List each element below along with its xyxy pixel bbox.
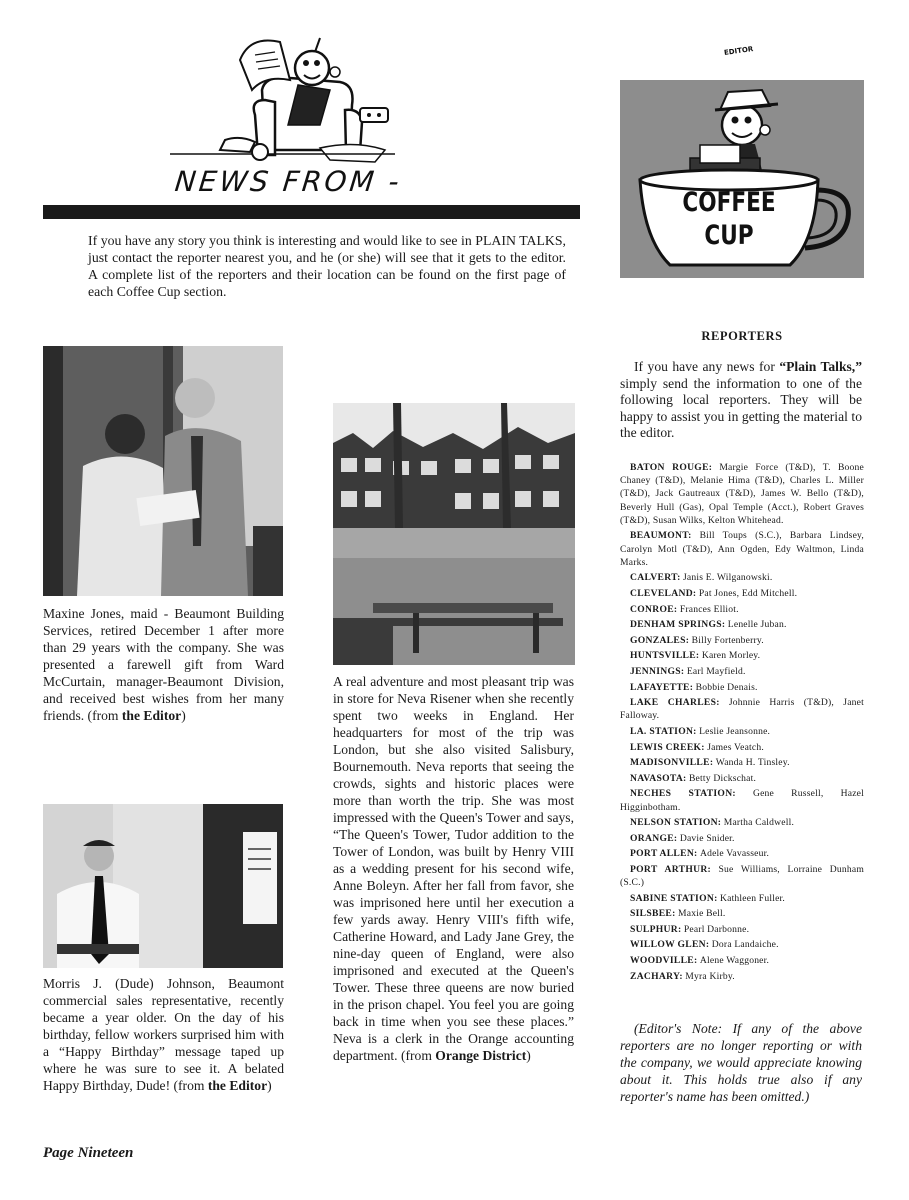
reporter-city: SULPHUR: [630,923,682,935]
reporter-names: Dora Landaiche. [711,939,779,951]
caption-neva-text: A real adventure and most pleasant trip was in store for Neva Risener when she recently spent two weeks in England. Her headquarters for most of the trip was London, but she also visited Salisbury, Bournemouth. Neva reports that seeing the crowds, sights and historic places were more than worth the trip. She was most impressed with the Queen's Tower and says, “The Queen's Tower, Tudor addition to the Tower of London, was built by Henry VIII as a wedding present for his second wife, Anne Boleyn. After her fall from favor, she was imprisoned here until her execution a few yards away. Henry VIII's fifth wife, Catherine Howard, and Lady Jane Grey, the nine-day queen of England, were also imprisoned and executed at the Queen's Tower. These three queens are now buried in the prison chapel. You feel you are going back in time when you see these places.” Neva is a clerk in the Orange accounting department. (from [333,674,574,1063]
intro-paragraph: If you have any story you think is interesting and would like to see in PLAIN TALKS, just contact the reporter nearest you, and he (or she) will see that it gets to the editor. A complete list of the reporters and their location can be found on the first page of each Coffee Cup section. [88,233,566,299]
reporter-entry [620,649,864,662]
page-number: Page Nineteen [43,1145,134,1161]
reporter-entry [620,832,864,845]
reporter-entry [620,741,864,754]
reporter-entry [620,923,864,936]
photo-birthday-illustration [43,804,283,968]
reporter-names: Janis E. Wilganowski. [682,572,773,584]
reporter-city: LA. STATION: [630,725,697,737]
photo-queens-tower [333,403,575,665]
reporter-entry [620,892,864,905]
reporter-entry [620,970,864,983]
photo-maxine-jones [43,346,283,596]
reporter-city: NELSON STATION: [630,817,722,829]
reporter-entry [620,938,864,951]
reporter-city: PORT ARTHUR: [630,863,712,875]
reporter-entry [620,529,864,569]
reporter-names: Kathleen Fuller. [719,892,785,904]
reporters-intro-pre: If you have any news for [634,359,780,374]
reporters-intro-bold: “Plain Talks,” [779,359,862,374]
newsreader-cartoon [170,30,400,170]
reporter-city: SILSBEE: [630,908,676,920]
caption-maxine [43,605,284,724]
reporter-entry [620,681,864,694]
reporter-city: MADISONVILLE: [630,757,714,769]
reporter-list-body [620,461,864,983]
coffee-cup-logo [620,44,864,278]
reporter-city: CONROE: [630,603,678,615]
reporter-names: Betty Dickschat. [688,772,757,784]
caption-morris [43,975,284,1094]
reporter-city: GONZALES: [630,634,690,646]
reporter-entry [620,772,864,785]
reporter-city: NAVASOTA: [630,772,687,784]
reporter-names: Gene Russell, Hazel Higginbotham. [620,788,865,813]
reporter-entry [620,847,864,860]
reporter-city: DENHAM SPRINGS: [630,619,726,631]
reporter-city: PORT ALLEN: [630,848,698,860]
reporter-names: Alene Waggoner. [699,955,770,967]
reporter-names: Sue Williams, Lorraine Dunham (S.C.) [620,863,864,889]
reporter-city: CALVERT: [630,572,681,584]
reporter-entry [620,461,864,527]
reporter-names: Pat Jones, Edd Mitchell. [698,588,798,599]
reporter-entry [620,634,864,647]
caption-morris-close: ) [267,1078,272,1093]
caption-maxine-close: ) [181,708,186,723]
reporter-names: Leslie Jeansonne. [699,725,771,737]
reporter-entry [620,787,864,813]
reporters-intro [620,359,862,442]
reporter-entry [620,587,864,600]
reporter-names: Bobbie Denais. [695,681,758,693]
reporter-names: Johnnie Harris (T&D), Janet Falloway. [620,697,864,722]
reporter-city: LEWIS CREEK: [630,741,705,753]
caption-neva [333,673,574,1064]
reporter-names: Martha Caldwell. [723,817,795,829]
caption-maxine-source: the Editor [121,708,182,723]
newsreader-illustration [170,30,400,170]
caption-morris-text: Morris J. (Dude) Johnson, Beaumont commercial sales representative, recently became a year older. On the day of his birthday, fellow workers surprised him with a “Happy Birthday” message taped up where he was sure to see it. A belated Happy Birthday, Dude! (from [43,976,284,1093]
reporter-city: ZACHARY: [630,970,683,982]
editor-hat-label: EDITOR [723,44,754,58]
reporters-heading: REPORTERS [701,329,783,343]
reporter-entry [620,907,864,920]
reporter-names: Adele Vavasseur. [699,848,770,860]
reporter-city: LAKE CHARLES: [630,697,720,709]
reporters-list [620,461,864,985]
reporter-city: CLEVELAND: [630,588,697,599]
reporter-names: Billy Fortenberry. [691,634,764,646]
editors-note: (Editor's Note: If any of the above reporters are no longer reporting or with the company, we would appreciate knowing about it. This holds true also if any reporter's name has been omitted.) [620,1021,862,1104]
reporter-names: Frances Elliot. [679,603,739,615]
reporter-entry [620,665,864,678]
reporter-city: ORANGE: [630,832,678,844]
reporter-city: WILLOW GLEN: [630,939,710,951]
reporter-names: Myra Kirby. [685,970,735,982]
reporter-names: Margie Force (T&D), T. Boone Chaney (T&D), Melanie Hima (T&D), Charles L. Miller (T&D), Jack Gautreaux (T&D), James W. Bello (T&D), Beverly Hull (Gas), Opal Temple (Acct.), Robert Graves (T&D), Susan Wilks, Kelton Whitehead. [620,462,864,526]
reporter-names: Pearl Darbonne. [683,923,750,935]
photo-tudor-buildings [333,403,575,665]
reporter-entry [620,696,864,722]
logo-text-coffee: COFFEE [682,187,776,218]
reporter-entry [620,571,864,584]
reporter-names: Lenelle Juban. [727,619,787,631]
reporter-names: Karen Morley. [701,650,761,662]
reporter-entry [620,954,864,967]
caption-neva-close: ) [526,1048,531,1063]
reporter-city: HUNTSVILLE: [630,650,700,662]
logo-text-cup: CUP [704,220,754,251]
reporters-intro-post: simply send the information to one of the following local reporters. They will be happy to assist you in getting the material to the editor. [620,375,862,441]
reporter-entry [620,618,864,631]
reporter-names: Davie Snider. [679,832,735,844]
reporter-entry [620,603,864,616]
reporter-entry [620,816,864,829]
reporter-city: WOODVILLE: [630,955,698,967]
reporter-names: Bill Toups (S.C.), Barbara Lindsey, Carolyn Motl (T&D), Ann Ogden, Edy Waltmon, Linda Marks. [620,530,864,568]
reporter-city: BEAUMONT: [630,530,692,542]
reporter-names: Maxie Bell. [678,908,726,920]
reporter-entry [620,756,864,769]
news-from-title: NEWS FROM - [173,165,404,198]
reporter-city: JENNINGS: [630,665,685,677]
caption-neva-source: Orange District [435,1048,527,1063]
photo-retirement-illustration [43,346,283,596]
reporter-entry [620,863,864,889]
photo-morris-johnson [43,804,283,968]
reporter-names: James Veatch. [707,741,764,753]
header-rule [43,205,580,219]
reporter-city: BATON ROUGE: [630,462,713,473]
reporter-city: SABINE STATION: [630,892,718,904]
reporter-city: NECHES STATION: [630,788,736,800]
reporter-entry [620,725,864,738]
reporter-names: Wanda H. Tinsley. [715,757,790,769]
caption-morris-source: the Editor [207,1078,268,1093]
caption-maxine-text: Maxine Jones, maid - Beaumont Building Services, retired December 1 after more than 29 years with the company. She was presented a farewell gift from Ward McCurtain, manager-Beaumont Division, and received best wishes from her many friends. (from [43,606,284,723]
reporter-names: Earl Mayfield. [686,665,746,677]
reporter-city: LAFAYETTE: [630,681,694,693]
